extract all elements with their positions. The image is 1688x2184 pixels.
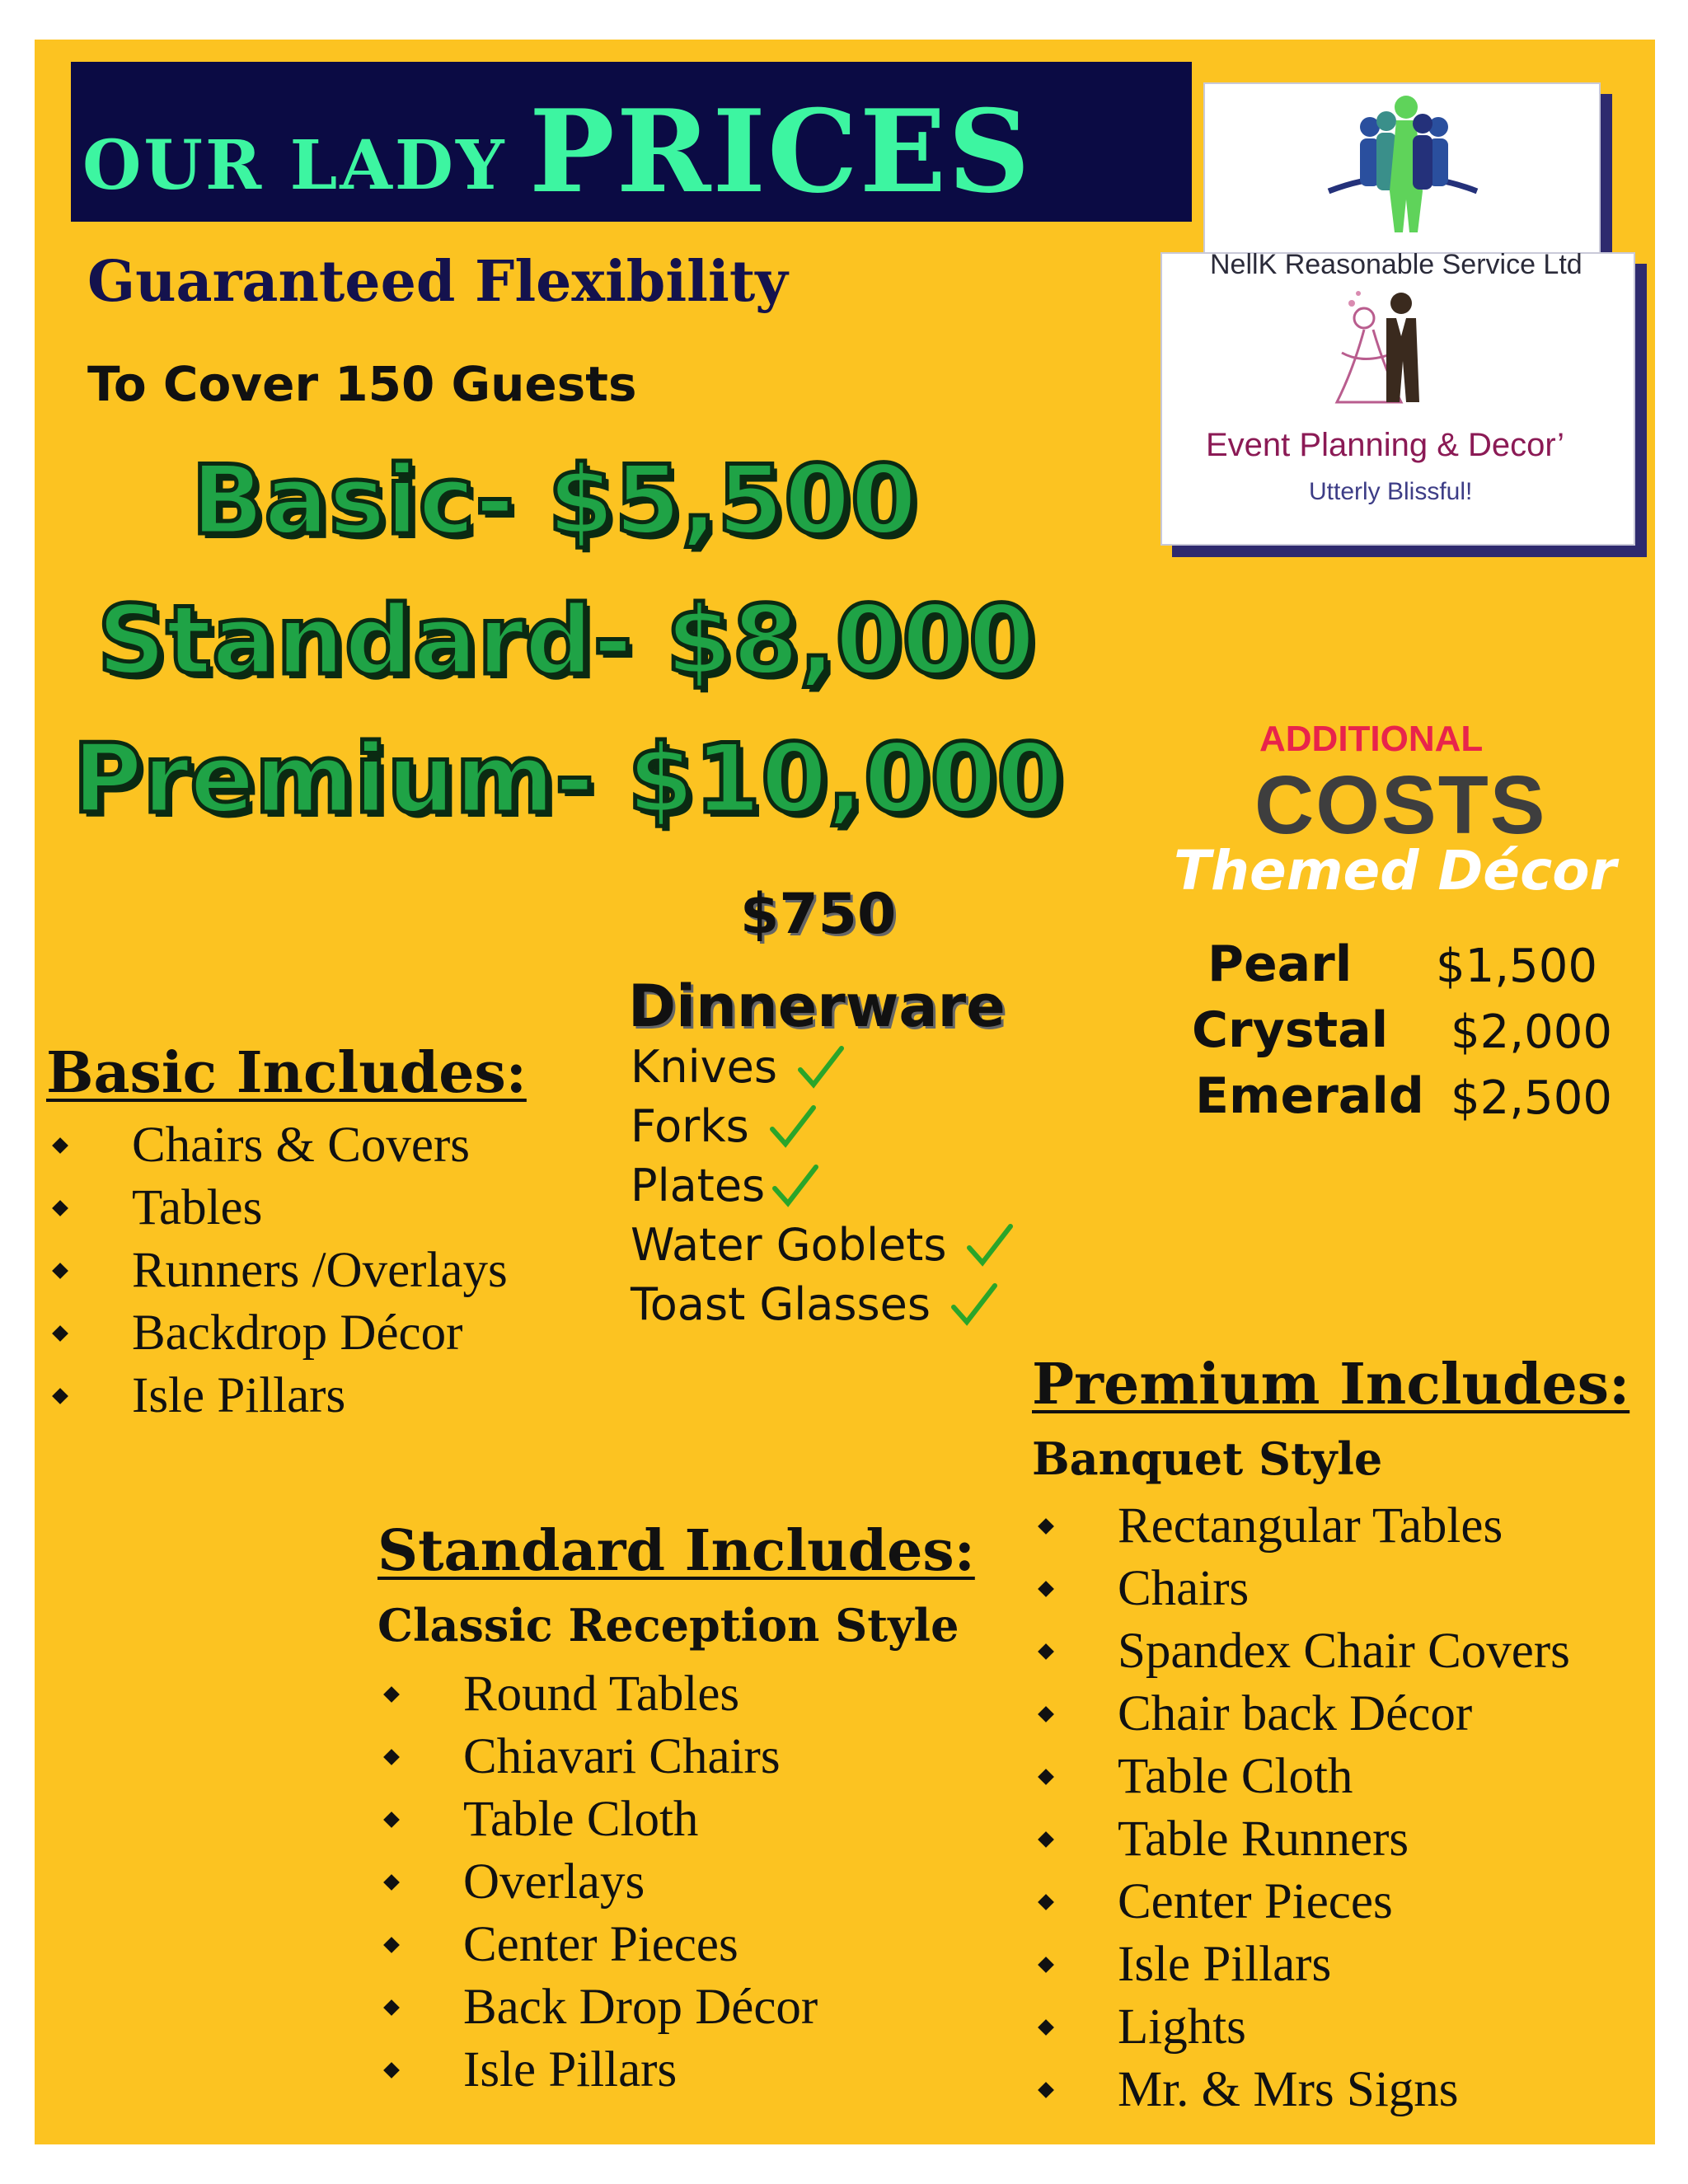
- diamond-bullet-icon: [1038, 1518, 1054, 1535]
- diamond-bullet-icon: [52, 1200, 68, 1216]
- price-standard: Standard- $8,000: [97, 585, 1035, 696]
- dinnerware-list: [631, 1037, 1014, 1333]
- basic-includes-title: Basic Includes:: [46, 1040, 527, 1106]
- list-item: Rectangular Tables: [1032, 1495, 1570, 1558]
- list-item: Chairs: [1032, 1558, 1570, 1620]
- diamond-bullet-icon: [383, 1937, 400, 1953]
- standard-includes-subtitle: Classic Reception Style: [377, 1599, 959, 1652]
- diamond-bullet-icon: [1038, 2019, 1054, 2036]
- decor-name-emerald: Emerald: [1195, 1067, 1424, 1125]
- standard-includes-list: [377, 1663, 818, 2102]
- tagline-text: Utterly Blissful!: [1309, 478, 1473, 505]
- diamond-bullet-icon: [383, 2062, 400, 2079]
- diamond-bullet-icon: [52, 1263, 68, 1279]
- list-item: Table Cloth: [1032, 1746, 1570, 1808]
- decor-price-pearl: $1,500: [1436, 940, 1597, 993]
- additional-heading: ADDITIONAL: [1259, 719, 1484, 759]
- event-planning-text: Event Planning & Decor’: [1206, 427, 1565, 463]
- list-item: Table Cloth: [377, 1788, 818, 1851]
- basic-includes-list: [46, 1114, 508, 1427]
- list-item: Overlays: [377, 1851, 818, 1914]
- list-item: Spandex Chair Covers: [1032, 1620, 1570, 1683]
- diamond-bullet-icon: [1038, 1769, 1054, 1785]
- diamond-bullet-icon: [1038, 1831, 1054, 1848]
- list-item: Isle Pillars: [46, 1365, 508, 1427]
- themed-decor-heading: Themed Décor: [1174, 839, 1617, 902]
- list-item: Chair back Décor: [1032, 1683, 1570, 1746]
- checkmark-icon: [949, 1279, 998, 1329]
- decor-price-crystal: $2,000: [1451, 1005, 1612, 1059]
- list-item: Knives: [631, 1037, 1014, 1096]
- diamond-bullet-icon: [383, 1749, 400, 1765]
- checkmark-icon: [767, 1101, 817, 1151]
- list-item: Table Runners: [1032, 1808, 1570, 1871]
- diamond-bullet-icon: [52, 1325, 68, 1342]
- premium-includes-list: [1032, 1495, 1570, 2121]
- diamond-bullet-icon: [1038, 2082, 1054, 2098]
- subtitle-flexibility: Guaranteed Flexibility: [87, 249, 788, 315]
- costs-heading: COSTS: [1254, 759, 1547, 851]
- list-item: Backdrop Décor: [46, 1302, 508, 1365]
- diamond-bullet-icon: [383, 1811, 400, 1828]
- list-item: Center Pieces: [1032, 1871, 1570, 1933]
- dinnerware-title: Dinnerware: [628, 972, 1006, 1040]
- checkmark-icon: [964, 1220, 1014, 1269]
- list-item: Runners /Overlays: [46, 1240, 508, 1302]
- diamond-bullet-icon: [1038, 1894, 1054, 1910]
- standard-includes-title: Standard Includes:: [377, 1518, 975, 1584]
- list-item: Round Tables: [377, 1663, 818, 1726]
- list-item: Tables: [46, 1177, 508, 1240]
- diamond-bullet-icon: [52, 1137, 68, 1154]
- decor-name-crystal: Crystal: [1192, 1001, 1389, 1059]
- diamond-bullet-icon: [383, 1874, 400, 1891]
- dinnerware-price: $750: [740, 882, 897, 947]
- list-item: Chairs & Covers: [46, 1114, 508, 1177]
- list-item: Water Goblets: [631, 1215, 1014, 1274]
- title-our-lady: OUR LADY: [82, 126, 507, 205]
- list-item: Center Pieces: [377, 1914, 818, 1976]
- list-item: Back Drop Décor: [377, 1976, 818, 2039]
- list-item: Toast Glasses: [631, 1274, 1014, 1333]
- diamond-bullet-icon: [383, 1686, 400, 1703]
- diamond-bullet-icon: [52, 1388, 68, 1404]
- list-item: Chiavari Chairs: [377, 1726, 818, 1788]
- list-item: Forks: [631, 1096, 1014, 1155]
- decor-price-emerald: $2,500: [1451, 1071, 1612, 1125]
- price-premium: Premium- $10,000: [73, 724, 1063, 835]
- list-item: Isle Pillars: [1032, 1933, 1570, 1996]
- premium-includes-subtitle: Banquet Style: [1032, 1432, 1383, 1485]
- premium-includes-title: Premium Includes:: [1032, 1352, 1630, 1418]
- diamond-bullet-icon: [1038, 1957, 1054, 1973]
- diamond-bullet-icon: [383, 1999, 400, 2016]
- checkmark-icon: [795, 1042, 845, 1091]
- list-item: Lights: [1032, 1996, 1570, 2059]
- diamond-bullet-icon: [1038, 1643, 1054, 1660]
- guest-count: To Cover 150 Guests: [87, 356, 637, 412]
- diamond-bullet-icon: [1038, 1581, 1054, 1597]
- title-prices: PRICES: [529, 84, 1032, 218]
- diamond-bullet-icon: [1038, 1706, 1054, 1722]
- price-basic: Basic- $5,500: [191, 445, 917, 556]
- list-item: Plates: [631, 1155, 1014, 1215]
- list-item: Mr. & Mrs Signs: [1032, 2059, 1570, 2121]
- decor-name-pearl: Pearl: [1207, 935, 1353, 993]
- list-item: Isle Pillars: [377, 2039, 818, 2102]
- people-logo-icon: [1205, 84, 1599, 249]
- company-name: NellK Reasonable Service Ltd: [1210, 249, 1582, 280]
- checkmark-icon: [770, 1160, 819, 1210]
